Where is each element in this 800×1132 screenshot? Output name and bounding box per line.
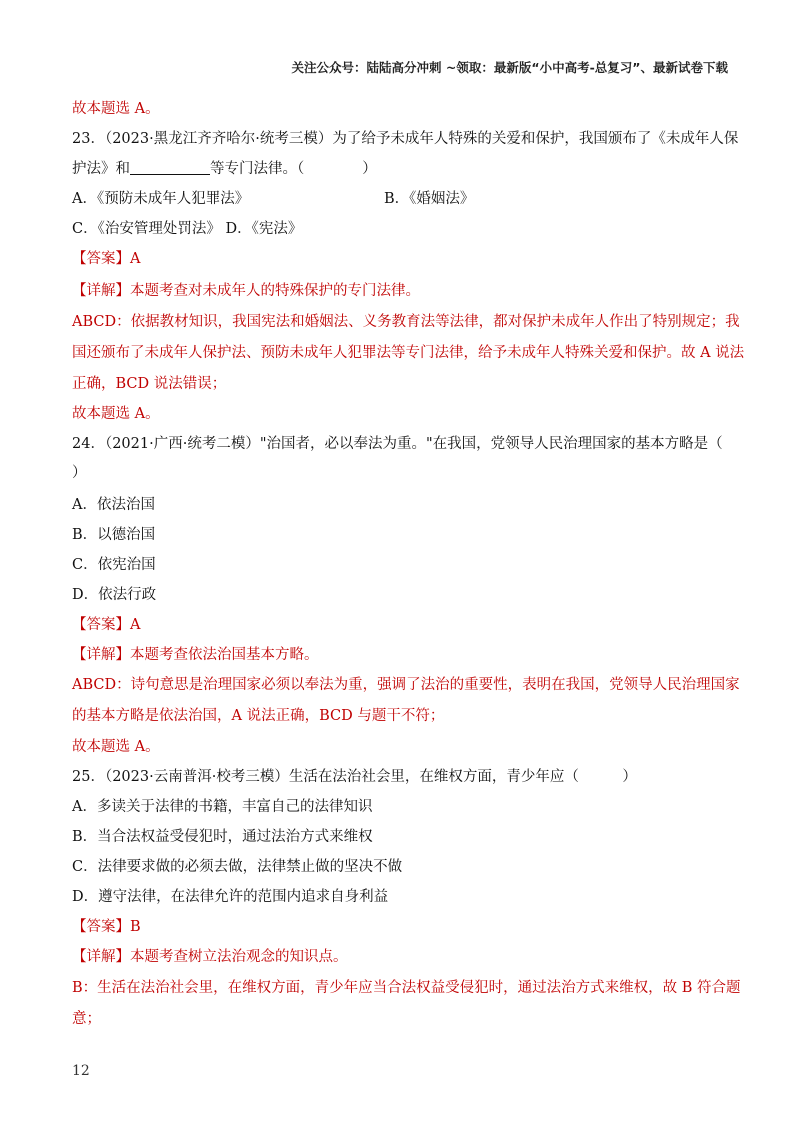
question-23-options-ab	[72, 190, 475, 208]
explanation-line: B：生活在法治社会里，在维权方面，青少年应当合法权益受侵犯时，通过法治方式来维权，故 B 符合题	[72, 980, 741, 996]
question-25-stem: 25．（2023·云南普洱·校考三模）生活在法治社会里，在维权方面，青少年应（ ）	[72, 769, 637, 785]
answer-conclusion: 故本题选 A。	[72, 101, 160, 117]
question-24-stem: 24．（2021·广西·统考二模）"治国者，必以奉法为重。"在我国，党领导人民治理国家的基本方略是（	[72, 436, 723, 452]
option-d: D．遵守法律，在法律允许的范围内追求自身利益	[72, 889, 389, 905]
answer-label: 【答案】A	[72, 617, 141, 633]
explanation-line: 的基本方略是依法治国，A 说法正确，BCD 与题干不符；	[72, 708, 445, 724]
explanation-line: 国还颁布了未成年人保护法、预防未成年人犯罪法等专门法律，给予未成年人特殊关爱和保护。故 A 说法	[72, 345, 745, 361]
detail-label: 【详解】本题考查依法治国基本方略。	[72, 647, 319, 663]
option-d: D．依法行政	[72, 587, 157, 603]
option-a: A．《预防未成年人犯罪法》	[72, 191, 250, 207]
option-b: B．以德治国	[72, 527, 156, 543]
option-b: B．当合法权益受侵犯时，通过法治方式来维权	[72, 829, 373, 845]
explanation-line: ABCD：诗句意思是治理国家必须以奉法为重，强调了法治的重要性，表明在我国，党领导人民治理国家	[72, 677, 740, 693]
answer-label: 【答案】A	[72, 251, 141, 267]
explanation-line: ABCD：依据教材知识，我国宪法和婚姻法、义务教育法等法律，都对保护未成年人作出了特别规定；我	[72, 314, 740, 330]
answer-label: 【答案】B	[72, 919, 141, 935]
question-24-stem-cont: ）	[72, 465, 87, 481]
option-b: B．《婚姻法》	[384, 191, 475, 207]
question-23-stem-cont	[72, 160, 377, 178]
question-23-options-cd: C．《治安管理处罚法》 D．《宪法》	[72, 221, 303, 237]
option-a: A．依法治国	[72, 497, 155, 513]
option-a: A．多读关于法律的书籍，丰富自己的法律知识	[72, 799, 373, 815]
detail-label: 【详解】本题考查树立法治观念的知识点。	[72, 949, 348, 965]
explanation-line: 意；	[72, 1011, 101, 1027]
answer-conclusion: 故本题选 A。	[72, 739, 160, 755]
question-23-stem-part1: 护法》和	[72, 161, 130, 177]
question-23-stem: 23．（2023·黑龙江齐齐哈尔·统考三模）为了给予未成年人特殊的关爱和保护，我国颁布了《未成年人保	[72, 131, 739, 147]
answer-conclusion: 故本题选 A。	[72, 406, 160, 422]
option-c: C．法律要求做的必须去做，法律禁止做的坚决不做	[72, 859, 403, 875]
question-23-stem-part2: 等专门法律。（ ）	[210, 161, 377, 177]
page-header: 关注公众号：陆陆高分冲刺 ~领取：最新版“小中高考-总复习”、最新试卷下载	[291, 60, 728, 75]
detail-label: 【详解】本题考查对未成年人的特殊保护的专门法律。	[72, 283, 420, 299]
fill-blank	[130, 160, 210, 175]
option-c: C．依宪治国	[72, 557, 156, 573]
page-number: 12	[72, 1063, 90, 1079]
explanation-line: 正确，BCD 说法错误；	[72, 376, 227, 392]
